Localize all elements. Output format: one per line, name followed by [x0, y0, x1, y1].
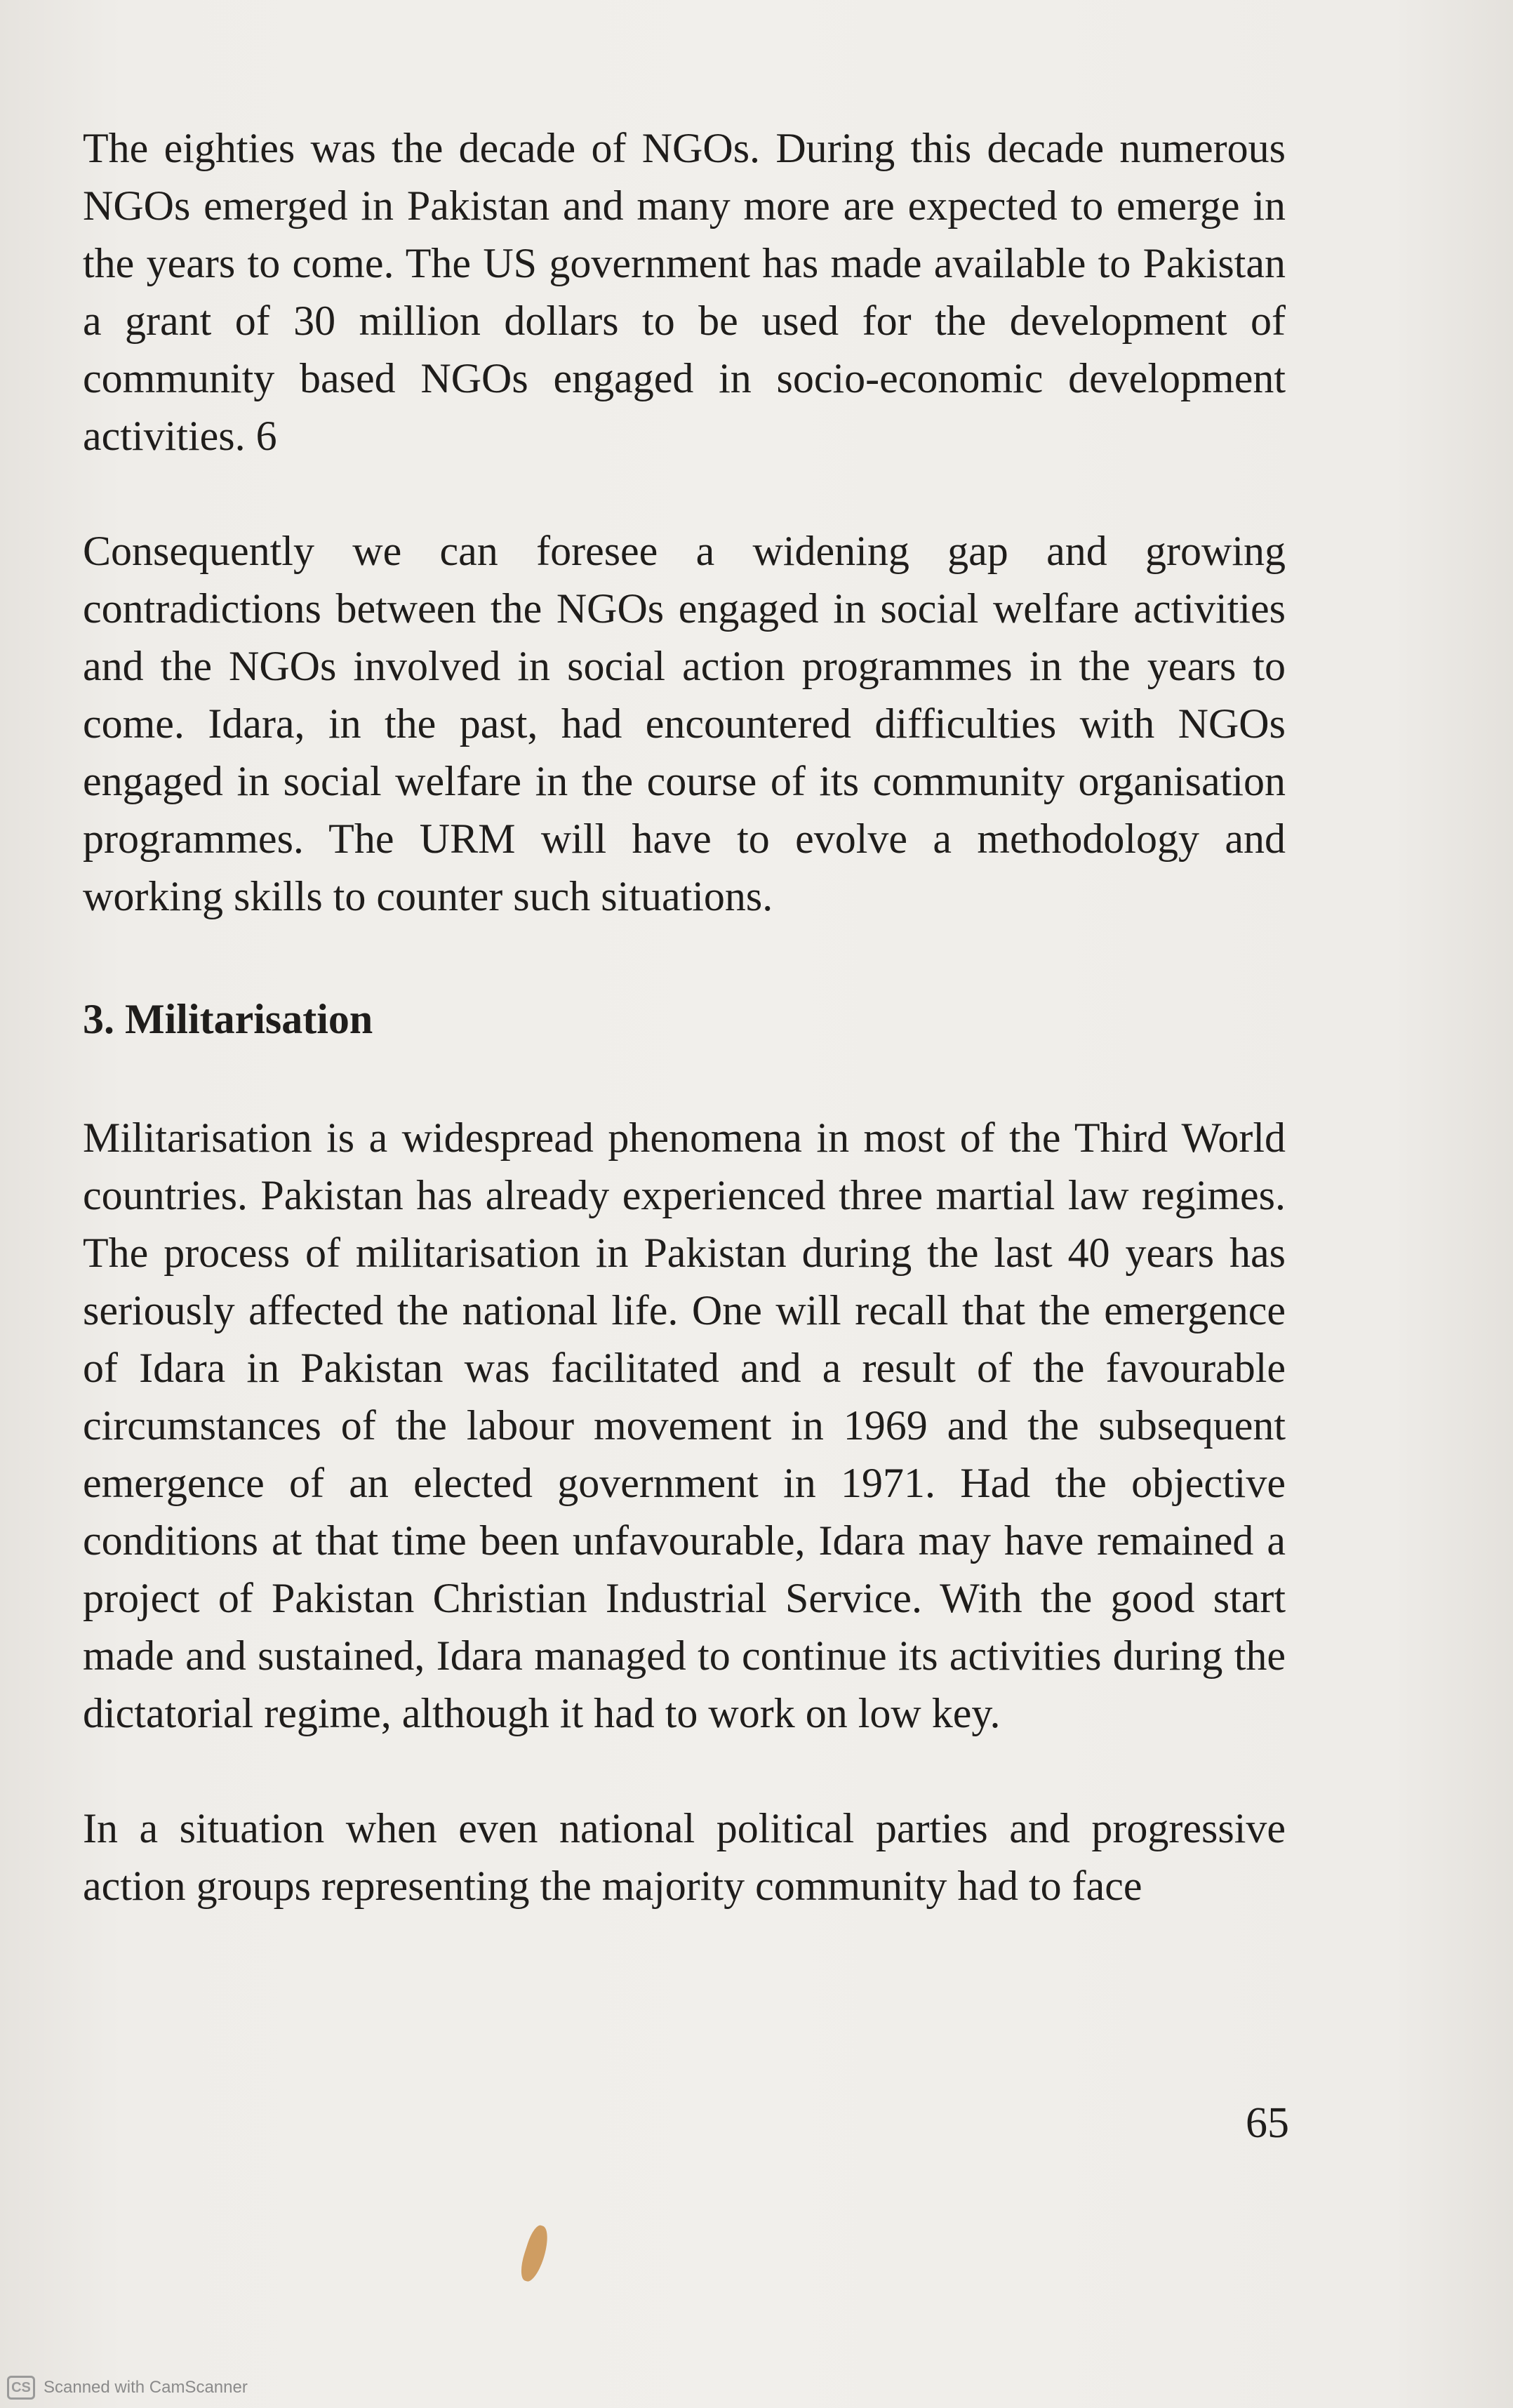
scanner-label: Scanned with CamScanner [44, 2378, 248, 2397]
paragraph-ngo-decade: The eighties was the decade of NGOs. During this decade numerous NGOs emerged in Pakistan and many more are expected to emerge in the years to come. The US government has made available to Pakistan a grant of 30 million dollars to be used for the development of community based NGOs engaged in socio-economic development activities. 6 [83, 125, 1286, 459]
paragraph-contradictions: Consequently we can foresee a widening gap and growing contradictions between the NGOs engaged in social welfare activities and the NGOs involved in social action programmes in the years to come. Idara, in the past, had encountered difficulties with NGOs engaged in social welfare in the course of its community organisation programmes. The URM will have to evolve a methodology and working skills to counter such situations. [83, 528, 1286, 919]
page-number: 65 [1246, 2099, 1289, 2147]
camscanner-logo-icon: CS [7, 2376, 35, 2400]
scanner-watermark [7, 2376, 248, 2400]
section-text [83, 1109, 1286, 1915]
section-heading: 3. Militarisation [83, 996, 373, 1042]
paragraph-militarisation: Militarisation is a widespread phenomena in most of the Third World countries. Pakistan has already experienced three martial law regimes. The process of militarisation in Pakistan during the last 40 years has seriously affected the national life. One will recall that the emergence of Idara in Pakistan was facilitated and a result of the favourable circumstances of the labour movement in 1969 and the subsequent emergence of an elected government in 1971. Had the objective conditions at that time been unfavourable, Idara may have remained a project of Pakistan Christian Industrial Service. With the good start made and sustained, Idara managed to continue its activities during the dictatorial regime, although it had to work on low key. [83, 1115, 1286, 1736]
paper-stain [516, 2223, 553, 2284]
intro-text [83, 119, 1286, 925]
paragraph-situation: In a situation when even national political parties and progressive action groups representing the majority community had to face [83, 1805, 1286, 1909]
